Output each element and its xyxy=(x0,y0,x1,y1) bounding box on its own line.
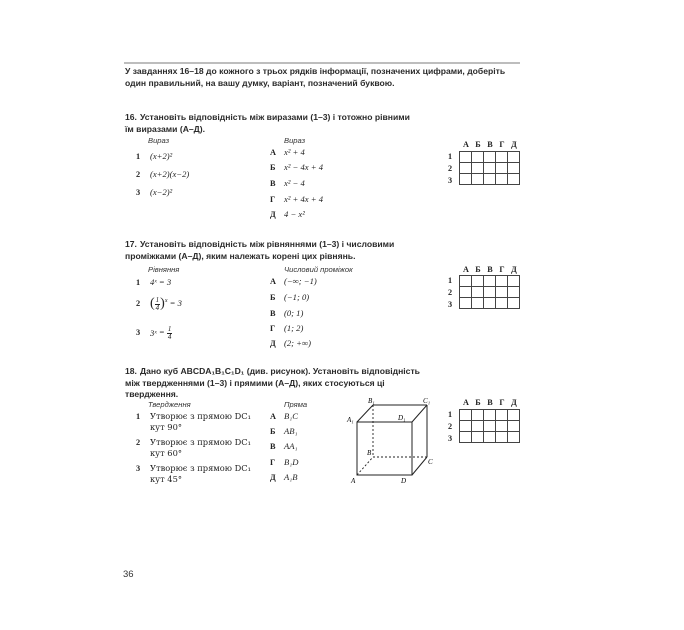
answer-grid-18[interactable] xyxy=(459,409,520,443)
cube-label-d: D xyxy=(401,477,407,485)
cube-edge-a1b1 xyxy=(357,405,373,422)
cube-label-b1: B₁ xyxy=(368,397,375,405)
q18-left-item-2: 2 Утворює з прямою DC₁ кут 60° xyxy=(136,437,251,458)
question-body: Установіть відповідність між виразами (1–3) і тотожно рівними їм виразами (А–Д). xyxy=(125,112,410,134)
q18-right-item-c: В AA₁ xyxy=(270,441,298,451)
answer-grid-header: А Б В Г Д xyxy=(463,398,517,407)
answer-grid-16[interactable] xyxy=(459,151,520,185)
answer-grid-row-labels: 1 2 3 xyxy=(448,152,453,185)
cube-figure xyxy=(340,395,440,485)
q16-right-item-b: Б x² − 4x + 4 xyxy=(270,162,323,172)
q18-right-item-e: Д A₁B xyxy=(270,472,298,482)
q17-right-item-b: Б (−1; 0) xyxy=(270,292,310,302)
column-header-right: Вираз xyxy=(284,136,306,145)
cube-label-a: A xyxy=(351,477,356,485)
q16-left-item-3 xyxy=(136,187,172,197)
q17-right-item-a: А (−∞; −1) xyxy=(270,276,317,286)
item-number: 3 xyxy=(136,188,141,197)
expression: (x−2)² xyxy=(150,187,173,197)
column-header-left: Вираз xyxy=(148,136,170,145)
column-header-left: Рівняння xyxy=(148,265,180,274)
q16-right-item-d: Г x² + 4x + 4 xyxy=(270,194,323,204)
answer-grid-header: А Б В Г Д xyxy=(463,140,517,149)
answer-grid-header: А Б В Г Д xyxy=(463,265,517,274)
cube-edge-d1c1 xyxy=(412,405,427,422)
page-number: 36 xyxy=(123,569,134,580)
q16-left-item-2 xyxy=(136,169,189,179)
q16-right-item-c: В x² − 4 xyxy=(270,178,305,188)
column-header-right: Пряма xyxy=(284,400,308,409)
question-17-text: 17. Установіть відповідність між рівняннями (1–3) і числовими проміжками (А–Д), яким належать корені цих рівнянь. xyxy=(125,239,395,261)
answer-grid-row-labels: 1 2 3 xyxy=(448,276,453,309)
expression: (x+2)² xyxy=(150,151,173,161)
column-header-right: Числовий проміжок xyxy=(284,265,353,274)
cube-edge-ab xyxy=(357,457,373,475)
q17-right-item-d: Г (1; 2) xyxy=(270,323,304,333)
q18-right-item-a: А B₁C xyxy=(270,411,298,421)
cube-label-b: B xyxy=(367,449,372,457)
q17-left-item-3: 3 3ˣ = $\frac{1}{4}$ xyxy=(136,325,172,341)
question-number: 16. xyxy=(125,112,137,122)
q17-left-item-1: 1 4ˣ = 3 xyxy=(136,277,172,287)
instructions-text: У завданнях 16–18 до кожного з трьох рядків інформації, позначених цифрами, доберіть один правильний, на вашу думку, варіант, позначений буквою. xyxy=(125,66,506,88)
item-number: 1 xyxy=(136,152,141,161)
expression: (x+2)(x−2) xyxy=(150,169,190,179)
cube-label-a1: A₁ xyxy=(347,416,354,424)
cube-label-d1: D₁ xyxy=(398,414,406,422)
cube-label-c: C xyxy=(428,458,433,466)
q16-right-item-e: Д 4 − x² xyxy=(270,209,305,219)
question-16-text xyxy=(125,112,421,135)
q16-left-item-1 xyxy=(136,151,172,161)
q17-right-item-e: Д (2; +∞) xyxy=(270,338,311,348)
q18-left-item-3: 3 Утворює з прямою DC₁ кут 45° xyxy=(136,463,251,484)
q18-right-item-b: Б AB₁ xyxy=(270,426,298,436)
q18-left-item-1: 1 Утворює з прямою DC₁ кут 90° xyxy=(136,411,251,432)
q18-right-item-d: Г B₁D xyxy=(270,457,299,467)
q17-left-item-2: 2 ( $\frac{1}{4}$ )$^x$ = 3 xyxy=(136,295,182,312)
cube-front-face xyxy=(357,422,412,475)
question-18-text: 18. Дано куб ABCDA₁B₁C₁D₁ (див. рисунок). Установіть відповідність між твердженнями (1–3) і прямими (А–Д), яких стосуються ці твердження. xyxy=(125,366,420,399)
column-header-left: Твердження xyxy=(148,400,191,409)
answer-grid-row-labels: 1 2 3 xyxy=(448,410,453,443)
cube-edge-dc xyxy=(412,457,427,475)
q17-right-item-c: В (0; 1) xyxy=(270,308,304,318)
answer-grid-17[interactable] xyxy=(459,275,520,309)
top-rule xyxy=(124,62,520,64)
cube-label-c1: C₁ xyxy=(423,397,431,405)
item-number: 2 xyxy=(136,170,141,179)
q16-right-item-a: А x² + 4 xyxy=(270,147,305,157)
